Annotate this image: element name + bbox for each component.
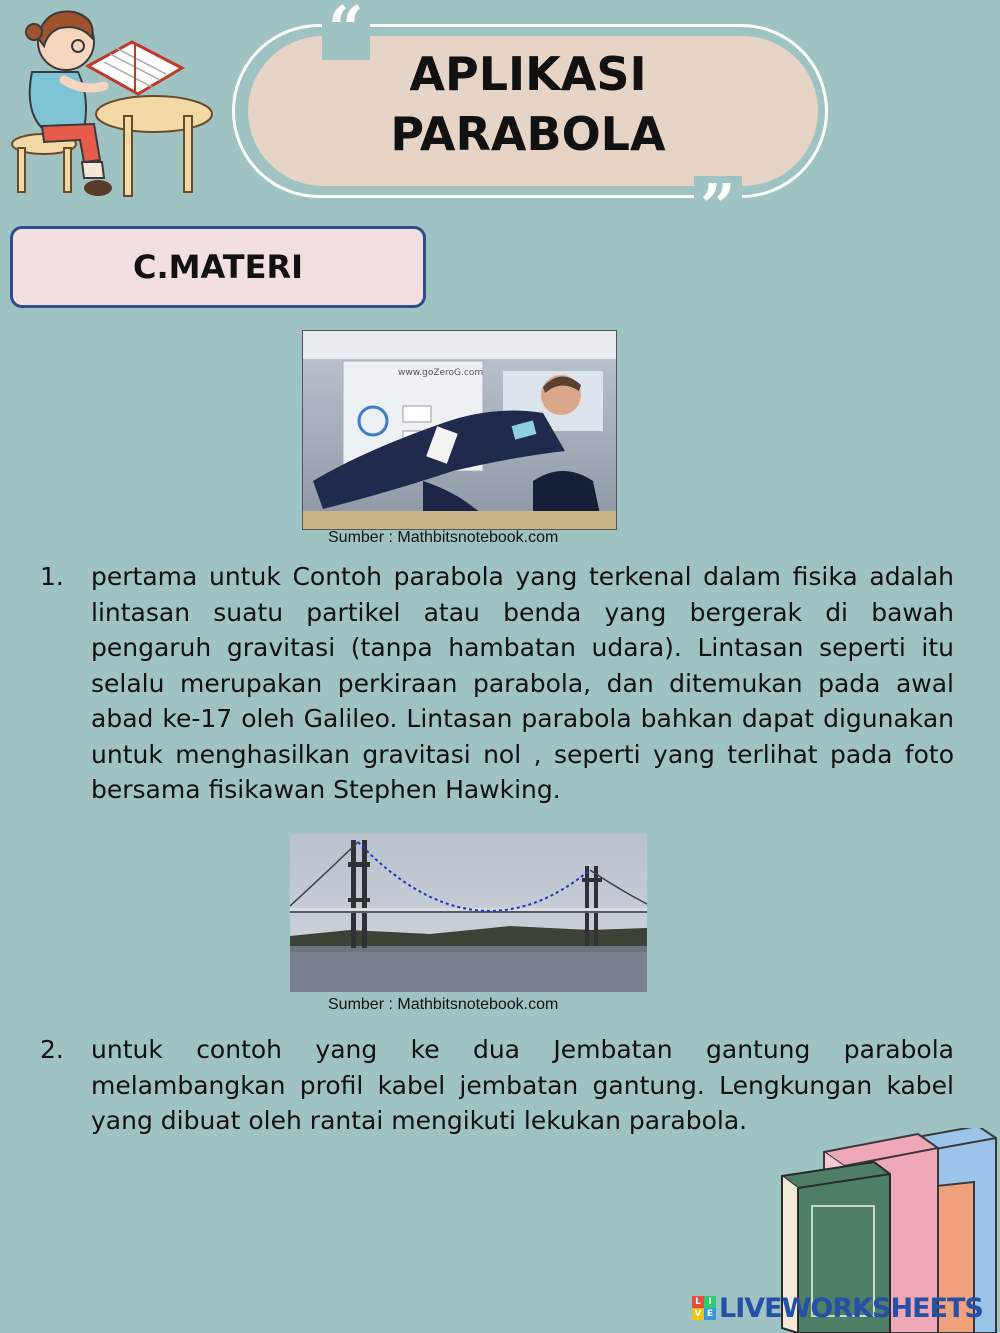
list-number-2: 2.: [40, 1035, 64, 1064]
page-title: [248, 44, 808, 164]
close-quote-icon: ”: [694, 176, 742, 238]
photo-wall-text: www.goZeroG.com: [398, 368, 484, 378]
section-header: C.MATERI: [10, 226, 426, 308]
title-line-2: PARABOLA: [390, 107, 666, 161]
image-source-caption-2: Sumber : Mathbitsnotebook.com: [328, 996, 559, 1013]
liveworksheets-logo-icon: L I V E: [692, 1296, 716, 1320]
brand-text: LIVEWORKSHEETS: [719, 1292, 983, 1324]
image-source-caption-1: Sumber : Mathbitsnotebook.com: [328, 529, 559, 546]
open-quote-icon: “: [322, 0, 370, 60]
girl-reading-illustration: [4, 2, 218, 204]
paragraph-2: untuk contoh yang ke dua Jembatan gantung parabola melambangkan profil kabel jembatan gantung. Lengkungan kabel yang dibuat oleh rantai mengikuti lekukan parabola.: [91, 1035, 954, 1135]
suspension-bridge-photo: [290, 834, 647, 992]
liveworksheets-brand[interactable]: [692, 1290, 983, 1326]
paragraph-1: pertama untuk Contoh parabola yang terkenal dalam fisika adalah lintasan suatu partikel atau benda yang bergerak di bawah pengaruh gravitasi (tanpa hambatan udara). Lintasan seperti itu selalu merupakan perkiraan parabola, dan ditemukan pada awal abad ke-17 oleh Galileo. Lintasan parabola bahkan dapat digunakan untuk menghasilkan gravitasi nol , seperti yang terlihat pada foto bersama fisikawan Stephen Hawking.: [91, 562, 954, 804]
zero-gravity-photo: [302, 330, 617, 530]
list-number-1: 1.: [40, 562, 64, 591]
title-line-1: APLIKASI: [409, 47, 647, 101]
